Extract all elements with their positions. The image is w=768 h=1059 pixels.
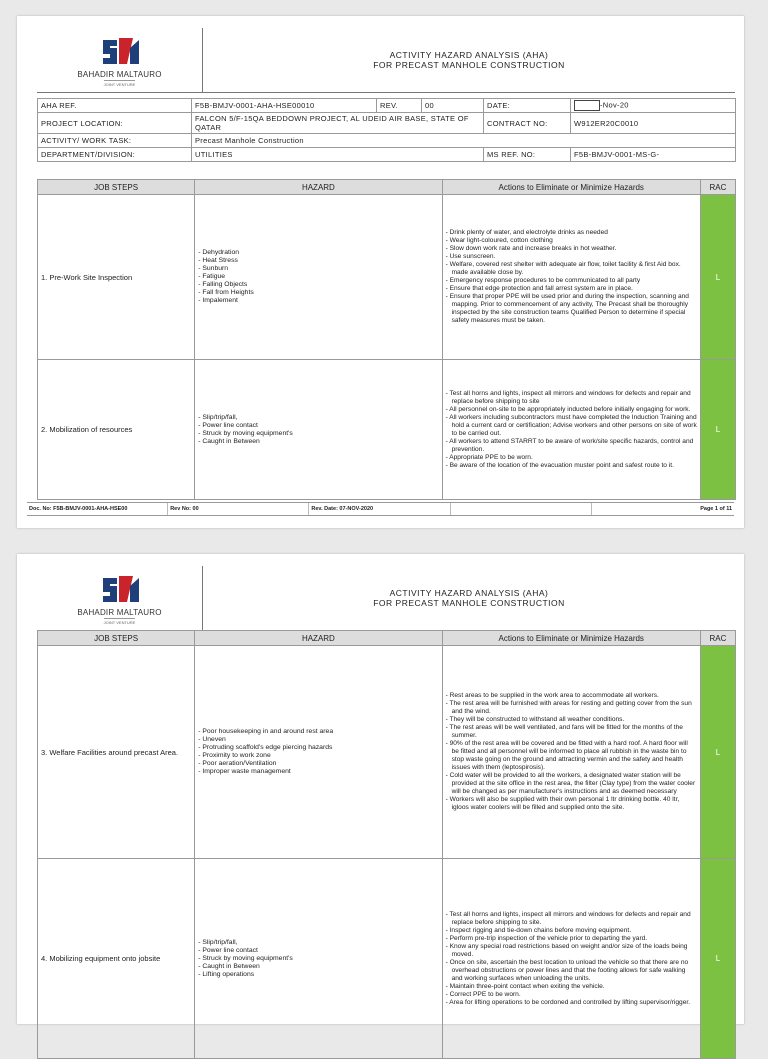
list-item: - Ensure that proper PPE will be used prior and during the inspection, scanning and mapping. Prior to commencement of any activity, The Precast shall be thoroughly inspected by the site construction teams Qualified Person to determine if special safety measures must be taken. <box>445 293 689 324</box>
hazard-table-page-2 <box>37 630 736 1059</box>
list-item: - Heat Stress <box>198 257 238 264</box>
aha-ref-label: AHA REF. <box>38 99 192 113</box>
list-item: - Dehydration <box>198 249 240 256</box>
department-value: UTILITIES <box>192 148 484 162</box>
list-item: - Know any special road restrictions based on weight and/or size of the loads being moved. <box>445 942 688 958</box>
project-location-value: FALCON 5/F-15QA BEDDOWN PROJECT, AL UDEID AIR BASE, STATE OF QATAR <box>192 113 484 134</box>
title-line-1: ACTIVITY HAZARD ANALYSIS (AHA) <box>389 50 549 60</box>
document-title <box>203 28 735 92</box>
list-item: - Workers will also be supplied with their own personal 1 ltr drinking bottle. 40 ltr, igloos water coolers will be filled and supplied onto the site. <box>445 796 680 811</box>
rev-value: 00 <box>422 99 484 113</box>
list-item: - Area for lifting operations to be cordoned and controlled by lifting supervisor/rigger. <box>445 998 691 1006</box>
table-row <box>38 646 736 859</box>
list-item: - They will be constructed to withstand all weather conditions. <box>445 716 625 723</box>
list-item: - Welfare, covered rest shelter with adequate air flow, toilet facility & first Aid box. made available close by. <box>445 261 681 276</box>
list-item: - Struck by moving equipment's <box>198 954 293 962</box>
list-item: - Caught in Between <box>198 962 260 970</box>
list-item: - Be aware of the location of the evacuation muster point and safest route to it. <box>445 461 674 469</box>
list-item: - Once on site, ascertain the best location to unload the vehicle so that there are no overhead obstructions or power lines and that the footing allows for safe walking and working surfaces when unloading the units. <box>445 958 689 982</box>
activity-label: ACTIVITY/ WORK TASK: <box>38 134 192 148</box>
document-page-1 <box>17 16 744 528</box>
company-logo <box>37 28 203 92</box>
list-item: - Power line contact <box>198 421 258 429</box>
actions-list <box>442 859 700 1059</box>
department-label: DEPARTMENT/DIVISION: <box>38 148 192 162</box>
title-line-2: FOR PRECAST MANHOLE CONSTRUCTION <box>373 60 565 70</box>
list-item: - Appropriate PPE to be worn. <box>445 453 533 461</box>
list-item: - Proximity to work zone <box>198 752 271 759</box>
list-item: - All workers including subcontractors must have completed the Induction Training and hold a current card or certification; Advise workers and other persons on site of work to be carried out. <box>445 413 697 437</box>
document-page-2 <box>17 554 744 1024</box>
date-blank-box <box>574 100 600 111</box>
logo-name: BAHADIR MALTAURO <box>77 69 162 79</box>
rev-label: REV. <box>377 99 422 113</box>
col-rac: RAC <box>700 631 735 646</box>
list-item: - Fatigue <box>198 273 226 280</box>
hazard-list <box>195 859 442 1059</box>
col-job-steps: JOB STEPS <box>38 180 195 195</box>
list-item: - Ensure that edge protection and fall arrest system are in place. <box>445 285 633 292</box>
job-step: 1. Pre-Work Site Inspection <box>38 195 195 360</box>
date-value <box>571 99 736 113</box>
list-item: - The rest areas will be well ventilated, and fans will be fitted for the months of the summer. <box>445 724 683 739</box>
footer-blank <box>451 503 592 515</box>
table-row <box>38 360 736 500</box>
aha-ref-value: F5B-BMJV-0001-AHA-HSE00010 <box>192 99 377 113</box>
list-item: - Test all horns and lights, inspect all mirrors and windows for defects and repair and replace before shipping to site <box>445 389 691 405</box>
list-item: - All personnel on-site to be appropriately inducted before initially engaging for work. <box>445 405 691 413</box>
date-suffix: -Nov-20 <box>600 100 629 110</box>
logo-subtitle: JOINT VENTURE <box>103 619 136 625</box>
page-header <box>37 566 735 631</box>
job-step: 4. Mobilizing equipment onto jobsite <box>38 859 195 1059</box>
col-hazard: HAZARD <box>195 180 442 195</box>
list-item: - Lifting operations <box>198 970 255 978</box>
footer-rev-no: Rev No: 00 <box>168 503 309 515</box>
list-item: - Slip/trip/fall, <box>198 938 238 946</box>
aha-info-table <box>37 98 736 162</box>
company-logo <box>37 566 203 630</box>
list-item: - The rest area will be furnished with areas for resting and getting cover from the sun and the wind. <box>445 700 692 715</box>
ms-ref-label: MS REF. NO: <box>484 148 571 162</box>
col-actions: Actions to Eliminate or Minimize Hazards <box>442 180 700 195</box>
footer-rev-date: Rev. Date: 07-NOV-2020 <box>309 503 450 515</box>
logo-icon <box>97 572 143 606</box>
list-item: - Poor housekeeping in and around rest area <box>198 728 334 735</box>
footer-doc-no: Doc. No: F5B-BMJV-0001-AHA-HSE00 <box>27 503 168 515</box>
list-item: - Drink plenty of water, and electrolyte drinks as needed <box>445 229 608 236</box>
date-label: DATE: <box>484 99 571 113</box>
rac-rating: L <box>700 195 735 360</box>
rac-rating: L <box>700 646 735 859</box>
list-item: - Impalement <box>198 297 238 304</box>
contract-value: W912ER20C0010 <box>571 113 736 134</box>
list-item: - Falling Objects <box>198 281 248 288</box>
list-item: - Cold water will be provided to all the workers, a designated water station will be provided at the site office in the rest area, the filter (Clay type) from the water cooler will be changed as per manufacturer's instructions and as deemed necessary <box>445 772 696 795</box>
page-footer <box>27 502 734 516</box>
document-title <box>203 566 735 630</box>
list-item: - Power line contact <box>198 946 258 954</box>
list-item: - Caught in Between <box>198 437 260 445</box>
job-step: 2. Mobilization of resources <box>38 360 195 500</box>
list-item: - Poor aeration/Ventilation <box>198 760 277 767</box>
list-item: - Improper waste management <box>198 768 291 775</box>
rac-rating: L <box>700 859 735 1059</box>
hazard-table-page-1 <box>37 179 736 500</box>
page-header <box>37 28 735 93</box>
list-item: - Maintain three-point contact when exiting the vehicle. <box>445 982 605 990</box>
list-item: - Uneven <box>198 736 226 743</box>
col-hazard: HAZARD <box>195 631 442 646</box>
list-item: - Emergency response procedures to be communicated to all party <box>445 277 641 284</box>
hazard-list <box>195 360 442 500</box>
logo-name: BAHADIR MALTAURO <box>77 607 162 617</box>
list-item: - Sunburn <box>198 265 229 272</box>
list-item: - Wear light-coloured, cotton clothing <box>445 237 553 244</box>
footer-page: Page 1 of 11 <box>700 506 733 512</box>
contract-label: CONTRACT NO: <box>484 113 571 134</box>
title-line-1: ACTIVITY HAZARD ANALYSIS (AHA) <box>389 588 549 598</box>
hazard-list <box>195 646 442 859</box>
activity-value: Precast Manhole Construction <box>192 134 736 148</box>
list-item: - Struck by moving equipment's <box>198 429 293 437</box>
col-actions: Actions to Eliminate or Minimize Hazards <box>442 631 700 646</box>
list-item: - 90% of the rest area will be covered and be fitted with a hard roof. A hard floor will be fitted and all personnel will be informed to place all rubbish in the waste bin to stop waste going on the ground and attracting vermin and the safety and health issues with them (leptospirosis). <box>445 740 688 771</box>
table-row <box>38 859 736 1059</box>
job-step: 3. Welfare Facilities around precast Area. <box>38 646 195 859</box>
list-item: - Fall from Heights <box>198 289 254 296</box>
list-item: - Inspect rigging and tie-down chains before moving equipment. <box>445 926 632 934</box>
logo-icon <box>97 34 143 68</box>
project-location-label: PROJECT LOCATION: <box>38 113 192 134</box>
list-item: - Slip/trip/fall, <box>198 413 238 421</box>
col-job-steps: JOB STEPS <box>38 631 195 646</box>
col-rac: RAC <box>700 180 735 195</box>
list-item: - Slow down work rate and increase breaks in hot weather. <box>445 245 617 252</box>
actions-list <box>442 195 700 360</box>
list-item: - Test all horns and lights, inspect all mirrors and windows for defects and repair and replace before shipping to site. <box>445 910 691 926</box>
ms-ref-value: F5B-BMJV-0001-MS-G- <box>571 148 736 162</box>
title-line-2: FOR PRECAST MANHOLE CONSTRUCTION <box>373 598 565 608</box>
list-item: - Protruding scaffold's edge piercing hazards <box>198 744 333 751</box>
logo-subtitle: JOINT VENTURE <box>103 81 136 87</box>
actions-list <box>442 646 700 859</box>
list-item: - Rest areas to be supplied in the work area to accommodate all workers. <box>445 692 659 699</box>
list-item: - All workers to attend STARRT to be aware of work/site specific hazards, control and prevention. <box>445 437 694 453</box>
list-item: - Correct PPE to be worn. <box>445 990 521 998</box>
actions-list <box>442 360 700 500</box>
list-item: - Use sunscreen. <box>445 253 496 260</box>
table-row <box>38 195 736 360</box>
list-item: - Perform pre-trip inspection of the vehicle prior to departing the yard. <box>445 934 648 942</box>
rac-rating: L <box>700 360 735 500</box>
hazard-list <box>195 195 442 360</box>
